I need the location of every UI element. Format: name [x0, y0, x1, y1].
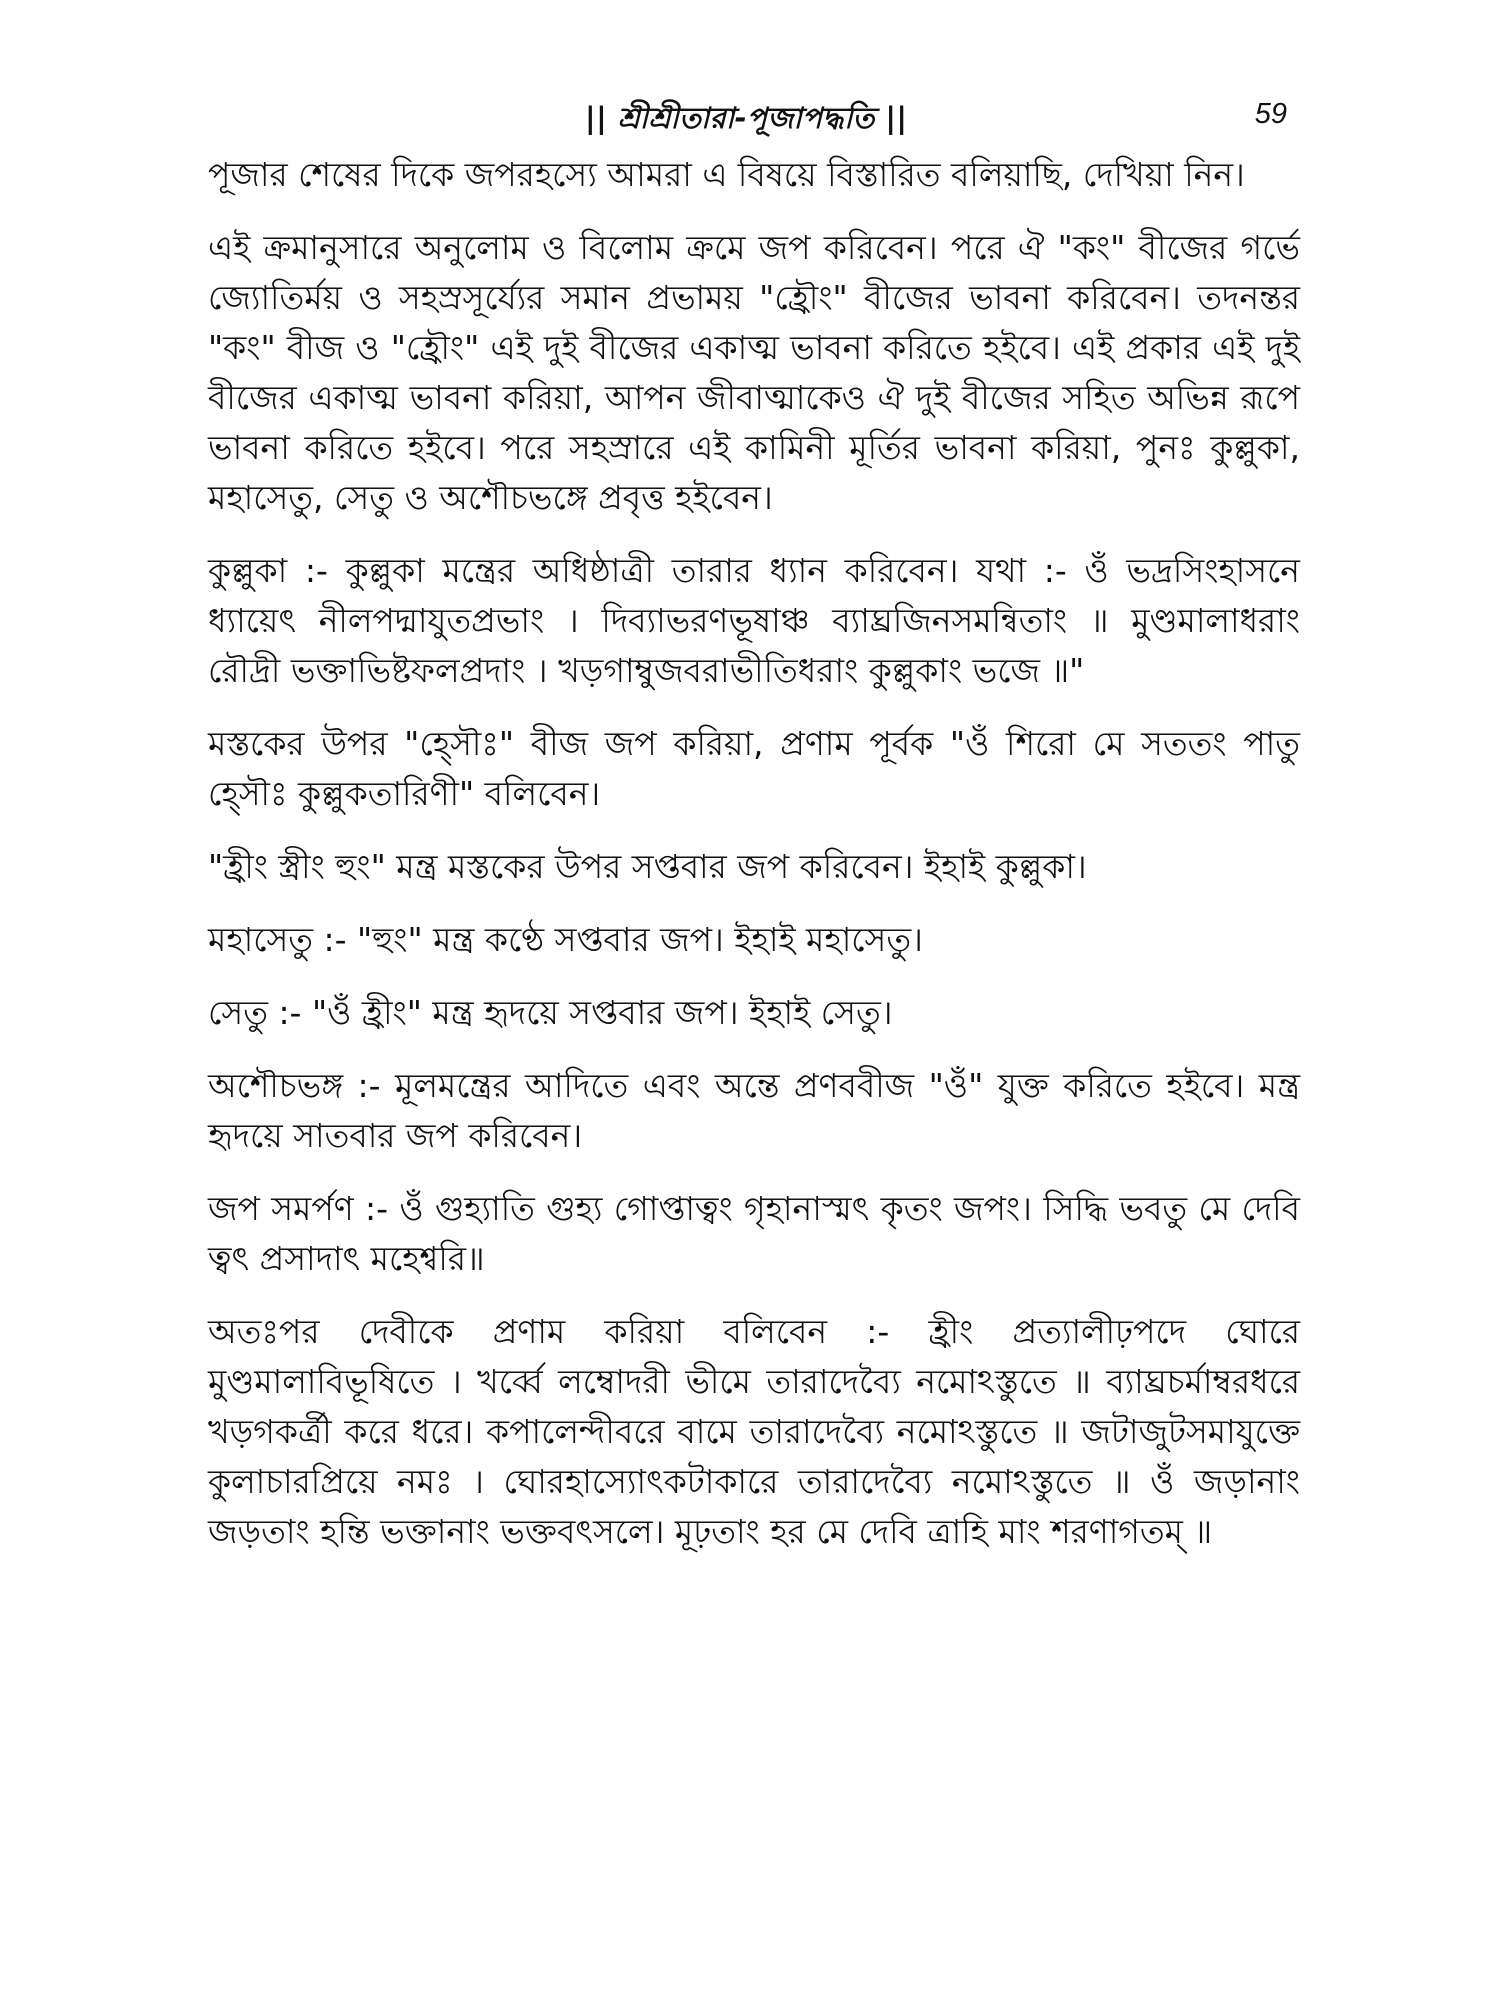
- paragraph-japa-samarpan: জপ সমর্পণ :- ওঁ গুহ্যাতি গুহ্য গোপ্তাত্বং গৃহানাস্মৎ কৃতং জপং। সিদ্ধি ভবতু মে দেবি ত্বৎ প্রসাদাৎ মহেশ্বরি॥: [208, 1189, 1300, 1278]
- paragraph-mahasetu: মহাসেতু :- "হুং" মন্ত্র কণ্ঠে সপ্তবার জপ। ইহাই মহাসেতু।: [208, 920, 923, 959]
- paragraph-kulluka-dhyana: কুল্লুকা :- কুল্লুকা মন্ত্রের অধিষ্ঠাত্রী তারার ধ্যান করিবেন। যথা :- ওঁ ভদ্রসিংহাসনে ধ্যায়েৎ নীলপদ্মাযুতপ্রভাং । দিব্যাভরণভূষাঞ্চ ব্যাঘ্রজিনসমন্বিতাং ॥ মুণ্ডমালাধরাং রৌদ্রী ভক্তাভিষ্টফলপ্রদাং । খড়গাম্বুজবরাভীতিধরাং কুল্লুকাং ভজে ॥": [208, 551, 1300, 690]
- paragraph-kulluka-mantra: "হ্রীং স্ত্রীং হুং" মন্ত্র মস্তকের উপর সপ্তবার জপ করিবেন। ইহাই কুল্লুকা।: [208, 847, 1087, 886]
- page-number: 59: [1254, 98, 1287, 130]
- paragraph-ashauchabhanga: অশৌচভঙ্গ :- মূলমন্ত্রের আদিতে এবং অন্তে প্রণববীজ "ওঁ" যুক্ত করিতে হইবে। মন্ত্র হৃদয়ে সাতবার জপ করিবেন।: [208, 1066, 1300, 1155]
- paragraph-japa-reference: পূজার শেষের দিকে জপরহস্যে আমরা এ বিষয়ে বিস্তারিত বলিয়াছি, দেখিয়া নিন।: [208, 155, 1245, 194]
- paragraph-bija-meditation: এই ক্রমানুসারে অনুলোম ও বিলোম ক্রমে জপ করিবেন। পরে ঐ "কং" বীজের গর্ভে জ্যোতির্ময় ও সহস্রসূর্য্যের সমান প্রভাময় "হ্রৌং" বীজের ভাবনা করিবেন। তদনন্তর "কং" বীজ ও "হ্রৌং" এই দুই বীজের একাত্ম ভাবনা করিতে হইবে। এই প্রকার এই দুই বীজের একাত্ম ভাবনা করিয়া, আপন জীবাত্মাকেও ঐ দুই বীজের সহিত অভিন্ন রূপে ভাবনা করিতে হইবে। পরে সহস্রারে এই কামিনী মূর্তির ভাবনা করিয়া, পুনঃ কুল্লুকা, মহাসেতু, সেতু ও অশৌচভঙ্গে প্রবৃত্ত হইবেন।: [208, 228, 1300, 517]
- running-title: || শ্রীশ্রীতারা-পূজাপদ্ধতি ||: [585, 101, 908, 135]
- page-header: [210, 96, 1305, 144]
- paragraph-setu: সেতু :- "ওঁ হ্রীং" মন্ত্র হৃদয়ে সপ্তবার জপ। ইহাই সেতু।: [208, 993, 893, 1032]
- paragraph-pranam-stotra: অতঃপর দেবীকে প্রণাম করিয়া বলিবেন :- হ্রীং প্রত্যালীঢ়পদে ঘোরে মুণ্ডমালাবিভূষিতে । খর্ব্বে লম্বোদরী ভীমে তারাদেব্যৈ নমোঽস্তুতে ॥ ব্যাঘ্রচর্মাম্বরধরে খড়গকর্ত্রী করে ধরে। কপালেন্দীবরে বামে তারাদেব্যৈ নমোঽস্তুতে ॥ জটাজুটসমাযুক্তে কুলাচারপ্রিয়ে নমঃ । ঘোরহাস্যোৎকটাকারে তারাদেব্যৈ নমোঽস্তুতে ॥ ওঁ জড়ানাং জড়তাং হন্তি ভক্তানাং ভক্তবৎসলে। মূঢ়তাং হর মে দেবি ত্রাহি মাং শরণাগতম্ ॥: [208, 1312, 1300, 1551]
- paragraph-head-japa: মস্তকের উপর "হ্সৌঃ" বীজ জপ করিয়া, প্রণাম পূর্বক "ওঁ শিরো মে সততং পাতু হ্সৌঃ কুল্লুকতারিণী" বলিবেন।: [208, 724, 1300, 813]
- body-text: [208, 150, 1300, 1557]
